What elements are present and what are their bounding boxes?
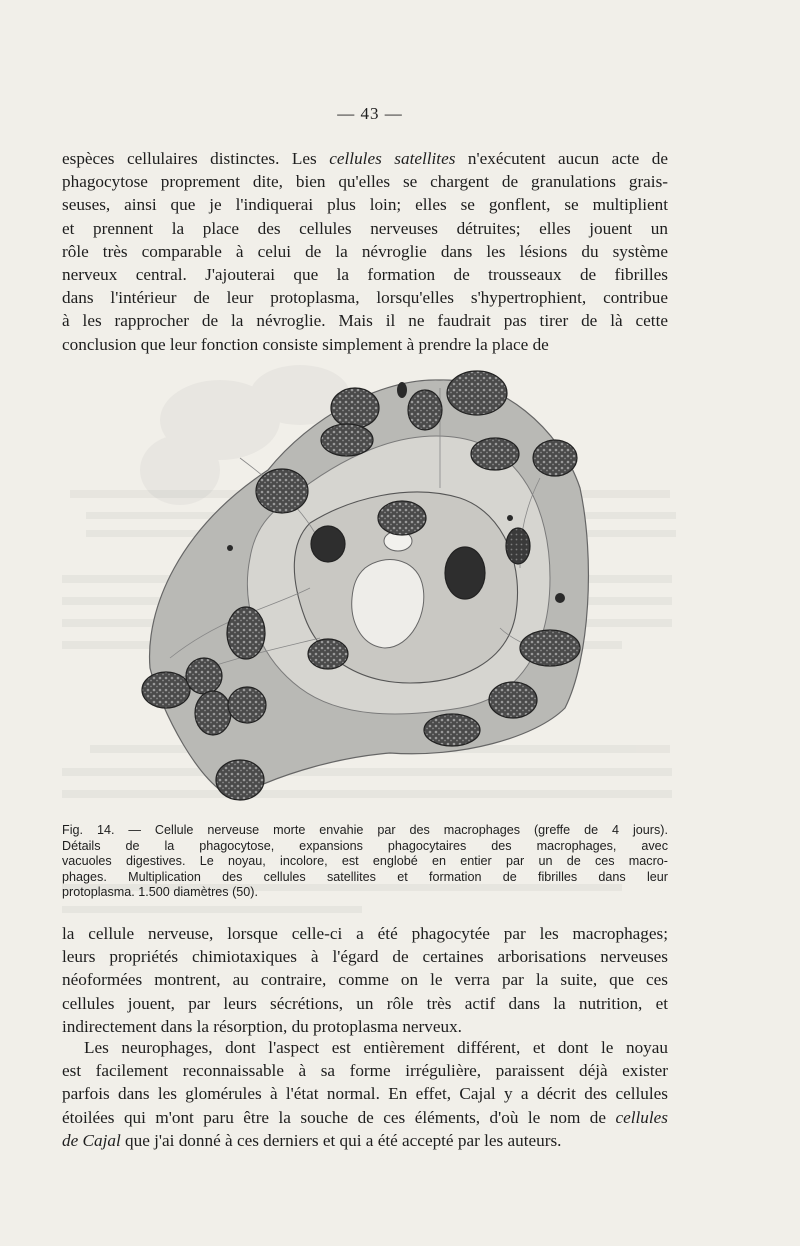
- text-line: la cellule nerveuse, lorsque celle-ci a été phagocytée par les macrophages;: [62, 924, 668, 943]
- text-segment: et prennent la place des cellules nerveuses détruites; elles jouent un: [62, 218, 668, 238]
- text-line: [62, 286, 668, 309]
- caption-line: Fig. 14. — Cellule nerveuse morte envahie par des macrophages (greffe de 4 jours).: [62, 823, 668, 837]
- text-segment: dans l'intérieur de leur protoplasma, lorsqu'elles s'hypertrophient, contribue: [62, 288, 668, 308]
- text-segment: à les rapprocher de la névroglie. Mais il ne faudrait pas tirer de là cette: [62, 311, 668, 331]
- text-segment: n'exécutent aucun acte de: [455, 149, 668, 168]
- caption-line: Détails de la phagocytose, expansions phagocytaires des macrophages, avec: [62, 838, 668, 853]
- text-segment: Les neurophages, dont l'aspect est entièrement différent, et dont le noyau: [84, 1038, 668, 1057]
- text-line: indirectement dans la résorption, du protoplasma nerveux.: [62, 1016, 462, 1036]
- text-line: [62, 333, 668, 356]
- italic-term: cellules: [615, 1107, 668, 1127]
- text-line: cellules jouent, par leurs sécrétions, un rôle très actif dans la nutrition, et: [62, 993, 668, 1013]
- text-line: [62, 147, 668, 170]
- text-segment: étoilées qui m'ont paru être la souche de ces éléments, d'où le nom de: [62, 1107, 616, 1127]
- text-segment: que j'ai donné à ces derniers et qui a été accepté par les auteurs.: [120, 1130, 562, 1150]
- paragraph-3: [62, 1036, 668, 1152]
- text-line: [62, 263, 668, 286]
- text-line: [62, 1059, 668, 1082]
- text-line: [62, 1082, 668, 1105]
- caption-line: protoplasma. 1.500 diamètres (50).: [62, 885, 259, 900]
- figure-nerve-cell-illustration: [140, 358, 600, 818]
- text-line: néoformées montrent, au contraire, comme on le verra par la suite, que ces: [62, 970, 668, 990]
- text-line: leurs propriétés chimiotaxiques à l'égard de certaines arborisations nerveuses: [62, 947, 668, 967]
- text-segment: parfois dans les glomérules à l'état normal. En effet, Cajal y a décrit des cellules: [62, 1084, 668, 1104]
- paragraph-1: [62, 147, 668, 356]
- paragraph-2: [62, 922, 668, 1038]
- text-segment: seuses, ainsi que je l'indiquerai plus loin; elles se gonflent, se multiplient: [62, 195, 668, 215]
- text-line: [62, 240, 668, 263]
- text-segment: nerveux central. J'ajouterai que la formation de trousseaux de fibrilles: [62, 265, 668, 285]
- text-line: [62, 1036, 668, 1059]
- caption-line: phages. Multiplication des cellules satellites et formation de fibrilles dans leur: [62, 869, 668, 884]
- figure-caption: [62, 823, 668, 901]
- italic-term: de Cajal: [62, 1130, 121, 1150]
- text-line: [62, 1129, 668, 1152]
- text-line: [62, 170, 668, 193]
- text-segment: rôle très comparable à celui de la névroglie dans les lésions du système: [62, 241, 668, 261]
- text-line: [62, 1106, 668, 1129]
- page-number: — 43 —: [337, 104, 403, 123]
- text-segment: phagocytose proprement dite, bien qu'elles se chargent de granulations grais-: [62, 172, 668, 192]
- text-segment: conclusion que leur fonction consiste simplement à prendre la place de: [62, 334, 549, 354]
- text-line: [62, 217, 668, 240]
- italic-term: cellules satellites: [329, 149, 456, 168]
- text-line: [62, 309, 668, 332]
- caption-line: vacuoles digestives. Le noyau, incolore, est englobé en entier par un de ces macro-: [62, 854, 668, 869]
- text-segment: espèces cellulaires distinctes. Les: [62, 149, 330, 168]
- text-line: [62, 193, 668, 216]
- text-segment: est facilement reconnaissable à sa forme irrégulière, paraissent déjà exister: [62, 1061, 668, 1081]
